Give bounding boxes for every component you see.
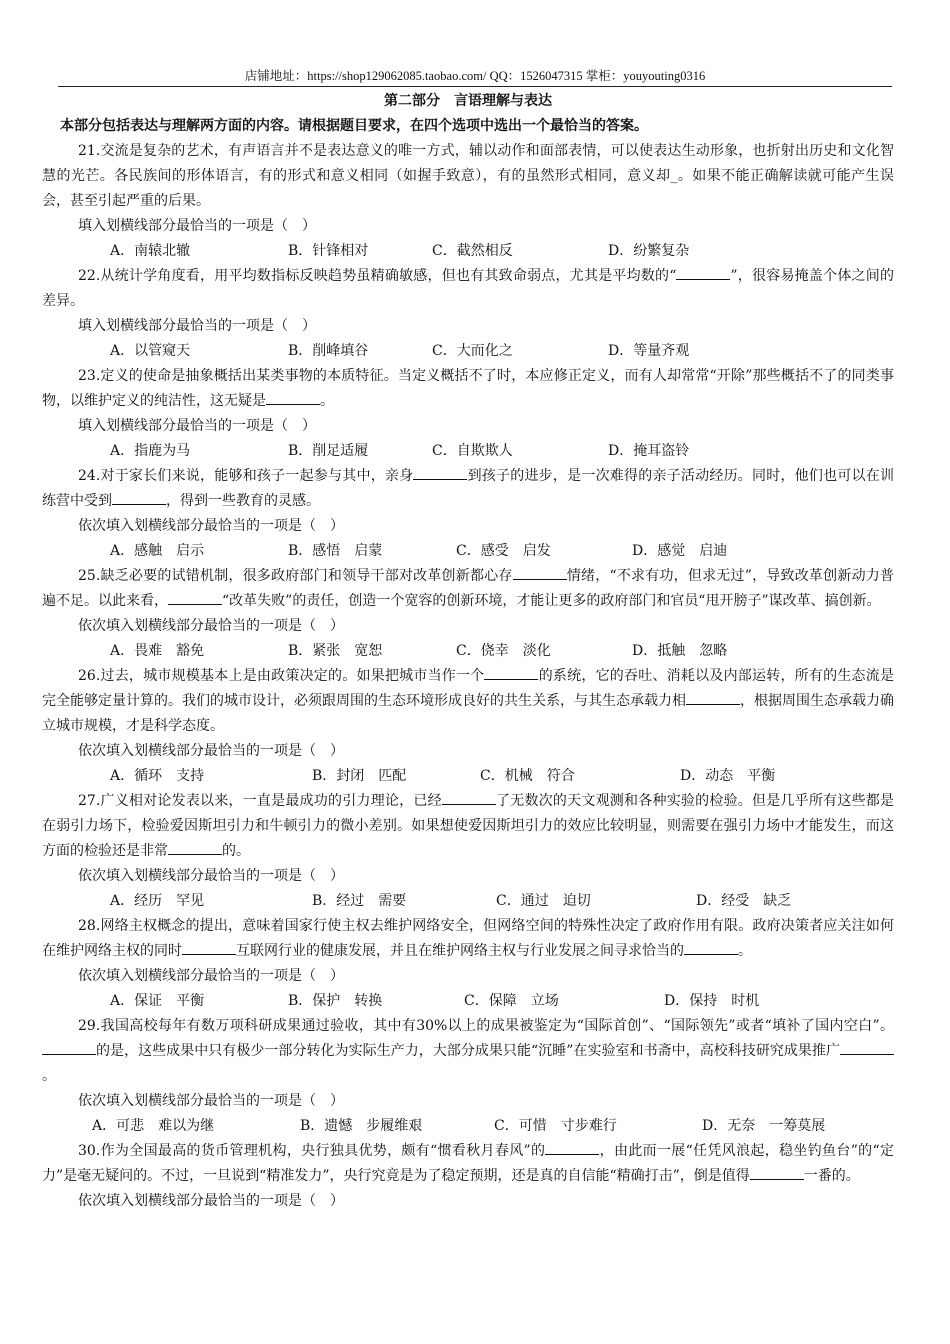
question-29-prompt: 依次填入划横线部分最恰当的一项是（ ） xyxy=(78,1093,344,1109)
question-number: 29. xyxy=(78,1018,101,1034)
question-23-options xyxy=(42,439,894,464)
option-b: B．针锋相对 xyxy=(288,243,369,259)
stem-part: 到孩子的进步，是一次难得的亲子活动经历。同时，他们也可以在训练营中受到 xyxy=(42,468,894,509)
question-number: 22. xyxy=(78,268,101,284)
option-a: A．保证 平衡 xyxy=(110,993,205,1009)
stem-part: 。 xyxy=(738,943,752,959)
question-27-stem xyxy=(42,789,894,864)
option-d: D．抵触 忽略 xyxy=(632,643,728,659)
answer-blank xyxy=(168,590,222,605)
answer-blank xyxy=(484,665,538,680)
question-28-prompt: 依次填入划横线部分最恰当的一项是（ ） xyxy=(78,968,344,984)
option-c: C．大而化之 xyxy=(432,343,513,359)
stem-part: 一番的。 xyxy=(803,1168,860,1184)
option-c: C．保障 立场 xyxy=(464,993,559,1009)
instruction-text: 本部分包括表达与理解两方面的内容。请根据题目要求，在四个选项中选出一个最恰当的答案。 xyxy=(60,118,648,134)
answer-blank xyxy=(840,1040,894,1055)
option-d: D．保持 时机 xyxy=(664,993,760,1009)
option-c: C．侥幸 淡化 xyxy=(456,643,551,659)
stem-part: 我国高校每年有数万项科研成果通过验收，其中有30%以上的成果被鉴定为“国际首创”、“国际领先”或者“填补了国内空白”。 xyxy=(100,1018,894,1034)
option-d: D．等量齐观 xyxy=(608,343,690,359)
option-a: A．畏难 豁免 xyxy=(110,643,205,659)
question-22-stem xyxy=(42,264,894,314)
option-b: B．经过 需要 xyxy=(312,893,407,909)
answer-blank xyxy=(442,790,496,805)
answer-blank xyxy=(684,940,738,955)
answer-blank xyxy=(545,1140,599,1155)
option-c: C．感受 启发 xyxy=(456,543,551,559)
option-b: B．感悟 启蒙 xyxy=(288,543,383,559)
header-rule xyxy=(58,86,892,87)
option-a: A．循环 支持 xyxy=(110,768,205,784)
option-c: C．截然相反 xyxy=(432,243,513,259)
stem-part: 。 xyxy=(42,1068,56,1084)
question-30-prompt: 依次填入划横线部分最恰当的一项是（ ） xyxy=(78,1193,344,1209)
stem-part: 作为全国最高的货币管理机构，央行独具优势，颇有“惯看秋月春风”的 xyxy=(100,1143,546,1159)
option-d: D．动态 平衡 xyxy=(680,768,776,784)
question-21-options xyxy=(42,239,894,264)
option-d: D．感觉 启迪 xyxy=(632,543,728,559)
stem-part: 网络主权概念的提出，意味着国家行使主权去维护网络安全，但网络空间的特殊性决定了政府作用有限。政府决策者应关注如何在维护网络主权的同时 xyxy=(42,918,894,959)
stem-part: ，得到一些教育的灵感。 xyxy=(166,493,320,509)
question-25-options xyxy=(42,639,894,664)
answer-blank xyxy=(686,690,740,705)
question-21-stem xyxy=(42,139,894,214)
option-b: B．封闭 匹配 xyxy=(312,768,407,784)
question-number: 27. xyxy=(78,793,101,809)
answer-blank xyxy=(750,1165,804,1180)
option-c: C．机械 符合 xyxy=(480,768,575,784)
option-c: C．通过 迫切 xyxy=(496,893,591,909)
question-number: 23. xyxy=(78,368,101,384)
question-number: 25. xyxy=(78,568,101,584)
question-number: 21. xyxy=(78,143,101,159)
question-26-stem xyxy=(42,664,894,739)
question-25-stem xyxy=(42,564,894,614)
answer-blank xyxy=(182,940,236,955)
option-a: A．指鹿为马 xyxy=(110,443,191,459)
question-29-stem xyxy=(42,1014,894,1089)
answer-blank xyxy=(266,390,320,405)
option-d: D．掩耳盗铃 xyxy=(608,443,690,459)
question-28-stem xyxy=(42,914,894,964)
option-b: B．保护 转换 xyxy=(288,993,383,1009)
question-27-options xyxy=(42,889,894,914)
question-24-stem xyxy=(42,464,894,514)
option-a: A．感触 启示 xyxy=(110,543,205,559)
stem-part: 从统计学角度看，用平均数指标反映趋势虽精确敏感，但也有其致命弱点，尤其是平均数的“ xyxy=(100,268,677,284)
question-22-options xyxy=(42,339,894,364)
stem-part: 的。 xyxy=(222,843,250,859)
stem-part: ，根据周围生态承载力确立城市规模，才是科学态度。 xyxy=(42,693,894,734)
question-number: 28. xyxy=(78,918,101,934)
question-25-prompt: 依次填入划横线部分最恰当的一项是（ ） xyxy=(78,618,344,634)
question-24-options xyxy=(42,539,894,564)
option-d: D．纷繁复杂 xyxy=(608,243,690,259)
stem-part: 缺乏必要的试错机制，很多政府部门和领导干部对改革创新都心存 xyxy=(100,568,513,584)
stem-part: ，由此而一展“任凭风浪起，稳坐钓鱼台”的“定力”是毫无疑问的。不过，一旦说到“精准发力”，央行究竟是为了稳定预期，还是真的自信能“精确打击”，倒是值得 xyxy=(42,1143,894,1184)
option-a: A．经历 罕见 xyxy=(110,893,205,909)
answer-blank xyxy=(513,565,567,580)
stem-part: 了无数次的天文观测和各种实验的检验。但是几乎所有这些都是在弱引力场下，检验爱因斯坦引力和牛顿引力的微小差别。如果想使爱因斯坦引力的效应比较明显，则需要在强引力场中才能发生，而这方面的检验还是非常 xyxy=(42,793,895,859)
stem-part: “改革失败”的责任，创造一个宽容的创新环境，才能让更多的政府部门和官员“甩开膀子”谋改革、搞创新。 xyxy=(222,593,881,609)
answer-blank xyxy=(168,840,222,855)
stem-part: 的系统，它的吞吐、消耗以及内部运转，所有的生态流是完全能够定量计算的。我们的城市设计，必须跟周围的生态环境形成良好的共生关系，与其生态承载力相 xyxy=(42,668,895,709)
stem-part: 情绪，“不求有功，但求无过”，导致改革创新动力普遍不足。以此来看， xyxy=(42,568,894,609)
stem-part: 定义的使命是抽象概括出某类事物的本质特征。当定义概括不了时，本应修正定义，而有人却常常“开除”那些概括不了的同类事物，以维护定义的纯洁性，这无疑是 xyxy=(42,368,894,409)
option-c: C．自欺欺人 xyxy=(432,443,513,459)
option-b: B．削足适履 xyxy=(288,443,369,459)
section-title: 第二部分 言语理解与表达 xyxy=(384,93,552,109)
question-27-prompt: 依次填入划横线部分最恰当的一项是（ ） xyxy=(78,868,344,884)
option-a: A．可悲 难以为继 xyxy=(92,1118,215,1134)
stem-part: 。 xyxy=(320,393,334,409)
question-26-prompt: 依次填入划横线部分最恰当的一项是（ ） xyxy=(78,743,344,759)
option-a: A．以管窥天 xyxy=(110,343,191,359)
question-23-stem xyxy=(42,364,894,414)
option-d: D．经受 缺乏 xyxy=(696,893,792,909)
answer-blank xyxy=(42,1040,96,1055)
question-21-prompt: 填入划横线部分最恰当的一项是（ ） xyxy=(78,218,316,234)
question-22-prompt: 填入划横线部分最恰当的一项是（ ） xyxy=(78,318,316,334)
stem-part: ”，很容易掩盖个体之间的差异。 xyxy=(42,268,894,309)
question-number: 24. xyxy=(78,468,101,484)
stem-part: 对于家长们来说，能够和孩子一起参与其中，亲身 xyxy=(100,468,414,484)
stem-part: 的是，这些成果中只有极少一部分转化为实际生产力，大部分成果只能“沉睡”在实验室和书斋中，高校科技研究成果推广 xyxy=(96,1043,840,1059)
option-d: D．无奈 一筹莫展 xyxy=(702,1118,826,1134)
document-body xyxy=(42,89,894,1214)
page-header: 店铺地址：https://shop129062085.taobao.com/ QQ：1526047315 掌柜：youyouting0316 xyxy=(244,69,706,83)
question-29-options xyxy=(42,1114,894,1139)
question-number: 30. xyxy=(78,1143,101,1159)
question-number: 26. xyxy=(78,668,101,684)
question-26-options xyxy=(42,764,894,789)
answer-blank xyxy=(676,265,730,280)
option-c: C．可惜 寸步难行 xyxy=(494,1118,617,1134)
answer-blank xyxy=(112,490,166,505)
option-b: B．紧张 宽恕 xyxy=(288,643,383,659)
question-stem: 交流是复杂的艺术，有声语言并不是表达意义的唯一方式，辅以动作和面部表情，可以使表达生动形象，也折射出历史和文化智慧的光芒。各民族间的形体语言，有的形式和意义相同（如握手致意），有的虽然形式相同，意义却_。如果不能正确解读就可能产生误会，甚至引起严重的后果。 xyxy=(42,143,894,209)
option-b: B．遗憾 步履维艰 xyxy=(300,1118,423,1134)
option-a: A．南辕北辙 xyxy=(110,243,191,259)
question-23-prompt: 填入划横线部分最恰当的一项是（ ） xyxy=(78,418,316,434)
question-30-stem xyxy=(42,1139,894,1189)
option-b: B．削峰填谷 xyxy=(288,343,369,359)
question-24-prompt: 依次填入划横线部分最恰当的一项是（ ） xyxy=(78,518,344,534)
stem-part: 互联网行业的健康发展，并且在维护网络主权与行业发展之间寻求恰当的 xyxy=(236,943,684,959)
stem-part: 过去，城市规模基本上是由政策决定的。如果把城市当作一个 xyxy=(100,668,485,684)
stem-part: 广义相对论发表以来，一直是最成功的引力理论，已经 xyxy=(100,793,442,809)
question-28-options xyxy=(42,989,894,1014)
answer-blank xyxy=(413,465,467,480)
